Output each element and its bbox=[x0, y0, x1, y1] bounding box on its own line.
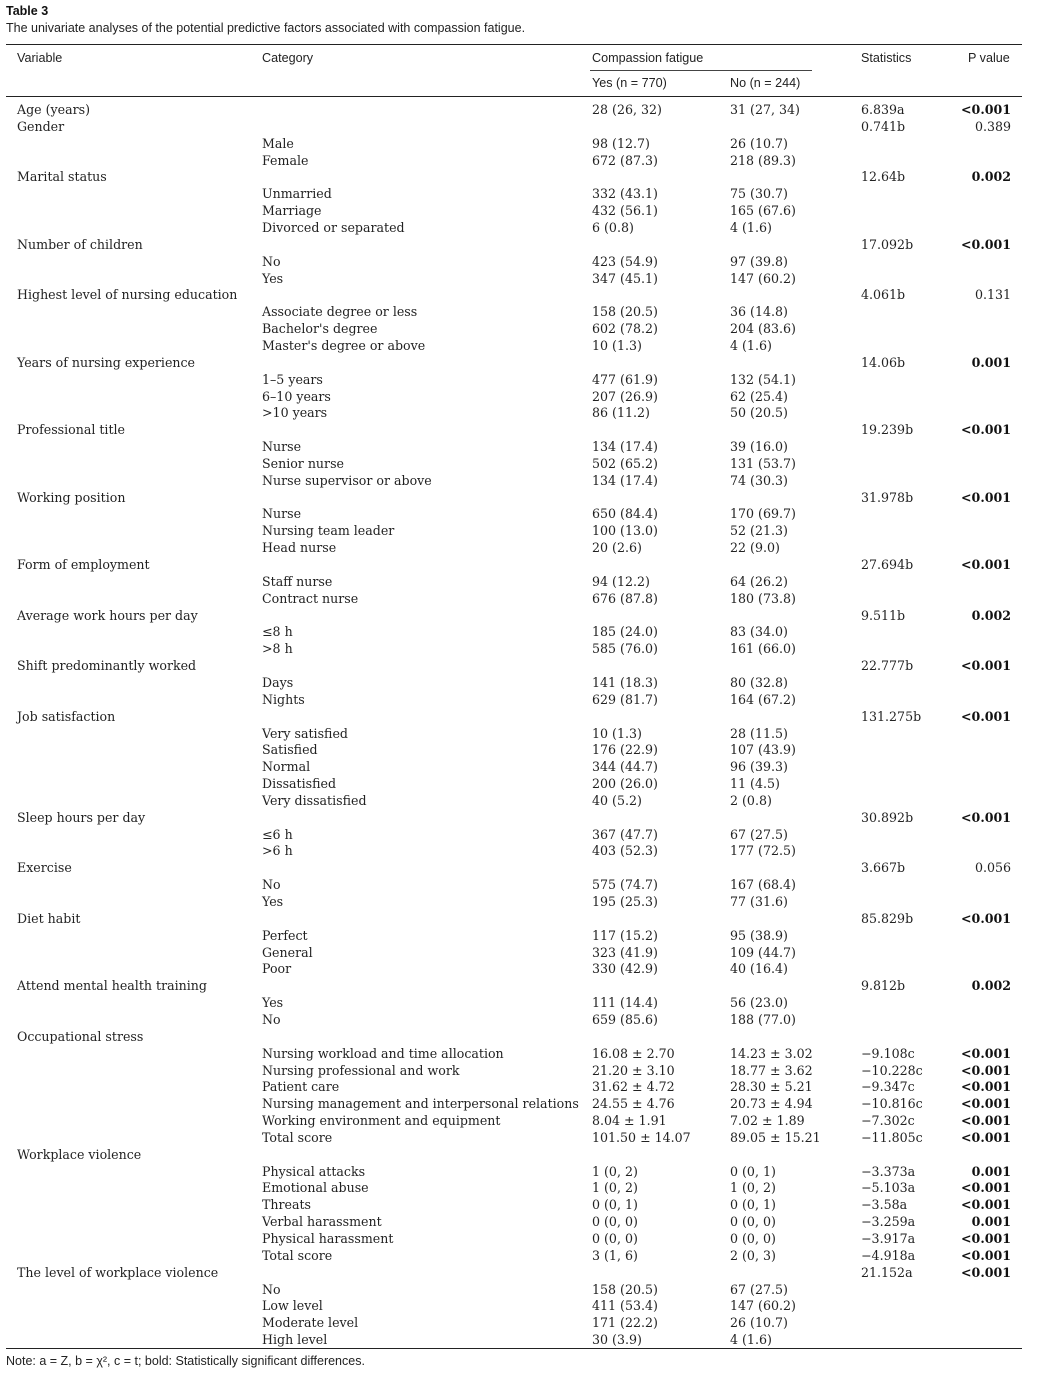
category-label: General bbox=[262, 944, 313, 960]
yes-value: 502 (65.2) bbox=[592, 455, 658, 471]
statistic-value: 0.741b bbox=[861, 118, 906, 134]
no-value: 2 (0, 3) bbox=[730, 1247, 776, 1263]
no-value: 26 (10.7) bbox=[730, 135, 788, 151]
variable-name: Highest level of nursing education bbox=[17, 287, 238, 303]
statistic-value: 3.667b bbox=[861, 860, 906, 876]
category-label: Threats bbox=[262, 1197, 312, 1213]
statistic-value: 4.061b bbox=[861, 287, 906, 303]
category-label: Nurse bbox=[262, 506, 302, 522]
category-label: Nursing workload and time allocation bbox=[262, 1045, 504, 1061]
header-p-value: P value bbox=[968, 51, 1010, 65]
p-value: <0.001 bbox=[961, 102, 1011, 117]
no-value: 0 (0, 1) bbox=[730, 1197, 776, 1213]
p-value: <0.001 bbox=[961, 1096, 1011, 1112]
p-value: <0.001 bbox=[961, 658, 1011, 674]
category-label: Emotional abuse bbox=[262, 1180, 369, 1196]
no-value: 109 (44.7) bbox=[730, 944, 796, 960]
yes-value: 40 (5.2) bbox=[592, 792, 642, 808]
p-value: <0.001 bbox=[961, 809, 1011, 825]
yes-value: 195 (25.3) bbox=[592, 894, 658, 909]
category-label: Nurse bbox=[262, 439, 302, 454]
category-label: Head nurse bbox=[262, 540, 337, 556]
category-label: Normal bbox=[262, 759, 311, 775]
p-value: <0.001 bbox=[961, 1079, 1011, 1095]
statistic-value: −10.228c bbox=[861, 1062, 923, 1078]
yes-value: 176 (22.9) bbox=[592, 742, 658, 758]
p-value: <0.001 bbox=[961, 1180, 1011, 1196]
yes-value: 101.50 ± 14.07 bbox=[592, 1129, 691, 1145]
p-value: <0.001 bbox=[961, 557, 1011, 572]
yes-value: 10 (1.3) bbox=[592, 337, 642, 353]
statistic-value: 14.06b bbox=[861, 354, 906, 370]
no-value: 188 (77.0) bbox=[730, 1011, 796, 1027]
category-label: Physical attacks bbox=[262, 1163, 366, 1179]
statistic-value: 30.892b bbox=[861, 809, 914, 825]
yes-value: 411 (53.4) bbox=[592, 1298, 658, 1314]
yes-value: 659 (85.6) bbox=[592, 1011, 658, 1027]
no-value: 83 (34.0) bbox=[730, 624, 788, 640]
p-value: 0.131 bbox=[974, 287, 1011, 303]
no-value: 180 (73.8) bbox=[730, 590, 796, 606]
variable-name: Occupational stress bbox=[17, 1028, 144, 1044]
statistic-value: −3.259a bbox=[861, 1214, 916, 1230]
category-label: ≤8 h bbox=[262, 624, 293, 640]
no-value: 80 (32.8) bbox=[730, 674, 788, 690]
variable-name: Professional title bbox=[17, 422, 126, 438]
yes-value: 0 (0, 1) bbox=[592, 1197, 638, 1213]
category-label: Nurse supervisor or above bbox=[262, 472, 432, 488]
p-value: 0.056 bbox=[974, 860, 1011, 876]
category-label: Nursing management and interpersonal relations bbox=[262, 1096, 579, 1112]
category-label: Nights bbox=[262, 691, 305, 707]
category-label: No bbox=[262, 1011, 281, 1027]
category-label: Very dissatisfied bbox=[262, 792, 367, 808]
category-label: Perfect bbox=[262, 927, 308, 943]
statistic-value: −3.58a bbox=[861, 1197, 908, 1213]
p-value: <0.001 bbox=[961, 1247, 1011, 1263]
yes-value: 158 (20.5) bbox=[592, 1281, 658, 1297]
statistic-value: −7.302c bbox=[861, 1113, 915, 1128]
category-label: Staff nurse bbox=[262, 573, 333, 589]
category-label: Nursing team leader bbox=[262, 523, 395, 539]
no-value: 64 (26.2) bbox=[730, 573, 788, 589]
category-label: >6 h bbox=[262, 843, 293, 859]
no-value: 132 (54.1) bbox=[730, 371, 796, 387]
statistic-value: 9.812b bbox=[861, 978, 906, 994]
no-value: 11 (4.5) bbox=[730, 776, 780, 791]
category-label: Contract nurse bbox=[262, 590, 359, 606]
yes-value: 200 (26.0) bbox=[592, 776, 658, 791]
yes-value: 141 (18.3) bbox=[592, 674, 658, 690]
statistic-value: −10.816c bbox=[861, 1096, 923, 1112]
category-label: ≤6 h bbox=[262, 826, 293, 842]
statistic-value: 6.839a bbox=[861, 102, 905, 117]
category-label: Total score bbox=[262, 1247, 333, 1263]
variable-name: The level of workplace violence bbox=[17, 1264, 219, 1280]
header-compassion-fatigue: Compassion fatigue bbox=[592, 51, 704, 65]
no-value: 107 (43.9) bbox=[730, 742, 796, 758]
no-value: 218 (89.3) bbox=[730, 152, 796, 168]
p-value: <0.001 bbox=[961, 236, 1011, 252]
category-label: Working environment and equipment bbox=[262, 1113, 501, 1128]
table-caption: The univariate analyses of the potential predictive factors associated with compassion fatigue. bbox=[6, 21, 526, 35]
category-label: Female bbox=[262, 152, 309, 168]
yes-value: 94 (12.2) bbox=[592, 573, 650, 589]
category-label: Unmarried bbox=[262, 186, 332, 202]
no-value: 75 (30.7) bbox=[730, 186, 788, 202]
bottom-rule bbox=[6, 1348, 1022, 1349]
category-label: Yes bbox=[262, 270, 284, 286]
no-value: 67 (27.5) bbox=[730, 1281, 788, 1297]
no-value: 52 (21.3) bbox=[730, 523, 788, 539]
yes-value: 10 (1.3) bbox=[592, 725, 642, 741]
category-label: Marriage bbox=[262, 203, 322, 219]
p-value: 0.001 bbox=[971, 1163, 1011, 1179]
p-value: <0.001 bbox=[961, 1062, 1011, 1078]
no-value: 67 (27.5) bbox=[730, 826, 788, 842]
yes-value: 207 (26.9) bbox=[592, 388, 658, 404]
no-value: 164 (67.2) bbox=[730, 691, 796, 707]
yes-value: 367 (47.7) bbox=[592, 826, 658, 842]
no-value: 56 (23.0) bbox=[730, 995, 788, 1011]
variable-name: Years of nursing experience bbox=[17, 354, 196, 370]
yes-value: 1 (0, 2) bbox=[592, 1180, 638, 1196]
yes-value: 672 (87.3) bbox=[592, 152, 658, 168]
variable-name: Marital status bbox=[17, 169, 107, 185]
p-value: <0.001 bbox=[961, 708, 1011, 724]
variable-name: Average work hours per day bbox=[17, 607, 198, 623]
yes-value: 31.62 ± 4.72 bbox=[592, 1079, 675, 1095]
variable-name: Job satisfaction bbox=[17, 708, 116, 724]
no-value: 1 (0, 2) bbox=[730, 1180, 776, 1196]
category-label: High level bbox=[262, 1332, 328, 1347]
no-value: 0 (0, 0) bbox=[730, 1214, 776, 1230]
yes-value: 24.55 ± 4.76 bbox=[592, 1096, 675, 1112]
category-label: No bbox=[262, 1281, 281, 1297]
statistic-value: −4.918a bbox=[861, 1247, 916, 1263]
yes-value: 134 (17.4) bbox=[592, 472, 658, 488]
variable-name: Workplace violence bbox=[17, 1146, 142, 1162]
no-value: 95 (38.9) bbox=[730, 927, 788, 943]
variable-name: Working position bbox=[17, 489, 126, 505]
category-label: Poor bbox=[262, 961, 292, 977]
category-label: No bbox=[262, 253, 281, 269]
yes-value: 16.08 ± 2.70 bbox=[592, 1045, 675, 1061]
no-value: 62 (25.4) bbox=[730, 388, 788, 404]
p-value: <0.001 bbox=[961, 1129, 1011, 1145]
category-label: Bachelor's degree bbox=[262, 321, 378, 337]
table-note: Note: a = Z, b = χ², c = t; bold: Statistically significant differences. bbox=[6, 1354, 365, 1368]
no-value: 50 (20.5) bbox=[730, 405, 788, 421]
yes-value: 100 (13.0) bbox=[592, 523, 658, 539]
no-value: 7.02 ± 1.89 bbox=[730, 1113, 805, 1128]
no-value: 4 (1.6) bbox=[730, 1332, 772, 1347]
yes-value: 676 (87.8) bbox=[592, 590, 658, 606]
no-value: 97 (39.8) bbox=[730, 253, 788, 269]
p-value: <0.001 bbox=[961, 910, 1011, 926]
statistic-value: −11.805c bbox=[861, 1129, 923, 1145]
no-value: 4 (1.6) bbox=[730, 219, 772, 235]
category-label: Physical harassment bbox=[262, 1230, 394, 1246]
yes-value: 117 (15.2) bbox=[592, 927, 658, 943]
yes-value: 585 (76.0) bbox=[592, 641, 658, 657]
category-label: Yes bbox=[262, 894, 284, 909]
yes-value: 575 (74.7) bbox=[592, 877, 658, 893]
no-value: 167 (68.4) bbox=[730, 877, 796, 893]
category-label: Senior nurse bbox=[262, 455, 344, 471]
variable-name: Exercise bbox=[17, 860, 72, 876]
p-value: <0.001 bbox=[961, 1045, 1011, 1061]
no-value: 28.30 ± 5.21 bbox=[730, 1079, 813, 1095]
variable-name: Form of employment bbox=[17, 557, 150, 572]
yes-value: 323 (41.9) bbox=[592, 944, 658, 960]
category-label: Low level bbox=[262, 1298, 323, 1314]
no-value: 18.77 ± 3.62 bbox=[730, 1062, 813, 1078]
p-value: <0.001 bbox=[961, 1197, 1011, 1213]
no-value: 77 (31.6) bbox=[730, 894, 788, 909]
p-value: <0.001 bbox=[961, 422, 1011, 438]
yes-value: 20 (2.6) bbox=[592, 540, 642, 556]
variable-name: Age (years) bbox=[17, 102, 90, 117]
header-statistics: Statistics bbox=[861, 51, 912, 65]
yes-value: 185 (24.0) bbox=[592, 624, 658, 640]
header-yes: Yes (n = 770) bbox=[592, 76, 667, 90]
yes-value: 111 (14.4) bbox=[592, 995, 658, 1011]
yes-value: 403 (52.3) bbox=[592, 843, 658, 859]
statistic-value: −9.347c bbox=[861, 1079, 915, 1095]
yes-value: 134 (17.4) bbox=[592, 439, 658, 454]
no-value: 14.23 ± 3.02 bbox=[730, 1045, 813, 1061]
p-value: <0.001 bbox=[961, 1264, 1011, 1280]
variable-name: Attend mental health training bbox=[17, 978, 207, 994]
no-value: 20.73 ± 4.94 bbox=[730, 1096, 813, 1112]
statistic-value: 17.092b bbox=[861, 236, 914, 252]
category-label: Master's degree or above bbox=[262, 337, 426, 353]
no-value: 147 (60.2) bbox=[730, 270, 796, 286]
category-label: Yes bbox=[262, 995, 284, 1011]
no-value: 2 (0.8) bbox=[730, 792, 772, 808]
yes-value: 86 (11.2) bbox=[592, 405, 650, 421]
category-label: Associate degree or less bbox=[262, 304, 418, 320]
yes-value: 602 (78.2) bbox=[592, 321, 658, 337]
yes-value: 344 (44.7) bbox=[592, 759, 658, 775]
yes-value: 650 (84.4) bbox=[592, 506, 658, 522]
statistic-value: 85.829b bbox=[861, 910, 914, 926]
variable-name: Sleep hours per day bbox=[17, 809, 146, 825]
no-value: 147 (60.2) bbox=[730, 1298, 796, 1314]
variable-name: Diet habit bbox=[17, 910, 81, 926]
yes-value: 8.04 ± 1.91 bbox=[592, 1113, 667, 1128]
yes-value: 423 (54.9) bbox=[592, 253, 658, 269]
category-label: Male bbox=[262, 135, 294, 151]
statistic-value: 27.694b bbox=[861, 557, 914, 572]
variable-name: Gender bbox=[17, 118, 65, 134]
category-label: Verbal harassment bbox=[262, 1214, 382, 1230]
statistic-value: 22.777b bbox=[861, 658, 914, 674]
no-value: 28 (11.5) bbox=[730, 725, 788, 741]
yes-value: 0 (0, 0) bbox=[592, 1230, 638, 1246]
yes-value: 332 (43.1) bbox=[592, 186, 658, 202]
no-value: 161 (66.0) bbox=[730, 641, 796, 657]
p-value: <0.001 bbox=[961, 1113, 1011, 1128]
statistic-value: −9.108c bbox=[861, 1045, 915, 1061]
no-value: 165 (67.6) bbox=[730, 203, 796, 219]
statistic-value: −3.917a bbox=[861, 1230, 916, 1246]
p-value: 0.002 bbox=[971, 169, 1011, 185]
category-label: Dissatisfied bbox=[262, 776, 337, 791]
p-value: <0.001 bbox=[961, 1230, 1011, 1246]
yes-value: 1 (0, 2) bbox=[592, 1163, 638, 1179]
no-value: 26 (10.7) bbox=[730, 1315, 788, 1331]
no-value: 131 (53.7) bbox=[730, 455, 796, 471]
statistic-value: 19.239b bbox=[861, 422, 914, 438]
table-label: Table 3 bbox=[6, 4, 49, 18]
p-value: 0.001 bbox=[971, 1214, 1011, 1230]
statistic-value: 31.978b bbox=[861, 489, 914, 505]
no-value: 89.05 ± 15.21 bbox=[730, 1129, 821, 1145]
yes-value: 6 (0.8) bbox=[592, 219, 634, 235]
no-value: 39 (16.0) bbox=[730, 439, 788, 454]
category-label: >10 years bbox=[262, 405, 328, 421]
no-value: 22 (9.0) bbox=[730, 540, 780, 556]
category-label: Moderate level bbox=[262, 1315, 359, 1331]
header-no: No (n = 244) bbox=[730, 76, 801, 90]
yes-value: 30 (3.9) bbox=[592, 1332, 642, 1347]
p-value: 0.389 bbox=[974, 118, 1011, 134]
statistic-value: 21.152a bbox=[861, 1264, 913, 1280]
yes-value: 158 (20.5) bbox=[592, 304, 658, 320]
no-value: 170 (69.7) bbox=[730, 506, 796, 522]
yes-value: 28 (26, 32) bbox=[592, 102, 662, 117]
no-value: 40 (16.4) bbox=[730, 961, 788, 977]
header-category: Category bbox=[262, 51, 314, 65]
p-value: <0.001 bbox=[961, 489, 1011, 505]
statistic-value: −3.373a bbox=[861, 1163, 916, 1179]
category-label: Patient care bbox=[262, 1079, 340, 1095]
category-label: Very satisfied bbox=[262, 725, 348, 741]
category-label: Days bbox=[262, 674, 294, 690]
category-label: Divorced or separated bbox=[262, 219, 405, 235]
category-label: Total score bbox=[262, 1129, 333, 1145]
statistic-value: −5.103a bbox=[861, 1180, 916, 1196]
statistic-value: 9.511b bbox=[861, 607, 906, 623]
yes-value: 330 (42.9) bbox=[592, 961, 658, 977]
p-value: 0.002 bbox=[971, 978, 1011, 994]
no-value: 96 (39.3) bbox=[730, 759, 788, 775]
statistic-value: 131.275b bbox=[861, 708, 922, 724]
yes-value: 171 (22.2) bbox=[592, 1315, 658, 1331]
variable-name: Shift predominantly worked bbox=[17, 658, 197, 674]
category-label: 6–10 years bbox=[262, 388, 331, 404]
yes-value: 3 (1, 6) bbox=[592, 1247, 638, 1263]
yes-value: 347 (45.1) bbox=[592, 270, 658, 286]
yes-value: 98 (12.7) bbox=[592, 135, 650, 151]
yes-value: 477 (61.9) bbox=[592, 371, 658, 387]
p-value: 0.002 bbox=[971, 607, 1011, 623]
yes-value: 0 (0, 0) bbox=[592, 1214, 638, 1230]
yes-value: 629 (81.7) bbox=[592, 691, 658, 707]
no-value: 177 (72.5) bbox=[730, 843, 796, 859]
category-label: 1–5 years bbox=[262, 371, 323, 387]
category-label: >8 h bbox=[262, 641, 293, 657]
header-variable: Variable bbox=[17, 51, 63, 65]
no-value: 74 (30.3) bbox=[730, 472, 788, 488]
category-label: Satisfied bbox=[262, 742, 318, 758]
no-value: 36 (14.8) bbox=[730, 304, 788, 320]
no-value: 204 (83.6) bbox=[730, 321, 796, 337]
statistic-value: 12.64b bbox=[861, 169, 906, 185]
no-value: 0 (0, 0) bbox=[730, 1230, 776, 1246]
yes-value: 21.20 ± 3.10 bbox=[592, 1062, 675, 1078]
no-value: 0 (0, 1) bbox=[730, 1163, 776, 1179]
no-value: 31 (27, 34) bbox=[730, 102, 800, 117]
category-label: No bbox=[262, 877, 281, 893]
yes-value: 432 (56.1) bbox=[592, 203, 658, 219]
no-value: 4 (1.6) bbox=[730, 337, 772, 353]
variable-name: Number of children bbox=[17, 236, 143, 252]
category-label: Nursing professional and work bbox=[262, 1062, 460, 1078]
p-value: 0.001 bbox=[971, 354, 1011, 370]
